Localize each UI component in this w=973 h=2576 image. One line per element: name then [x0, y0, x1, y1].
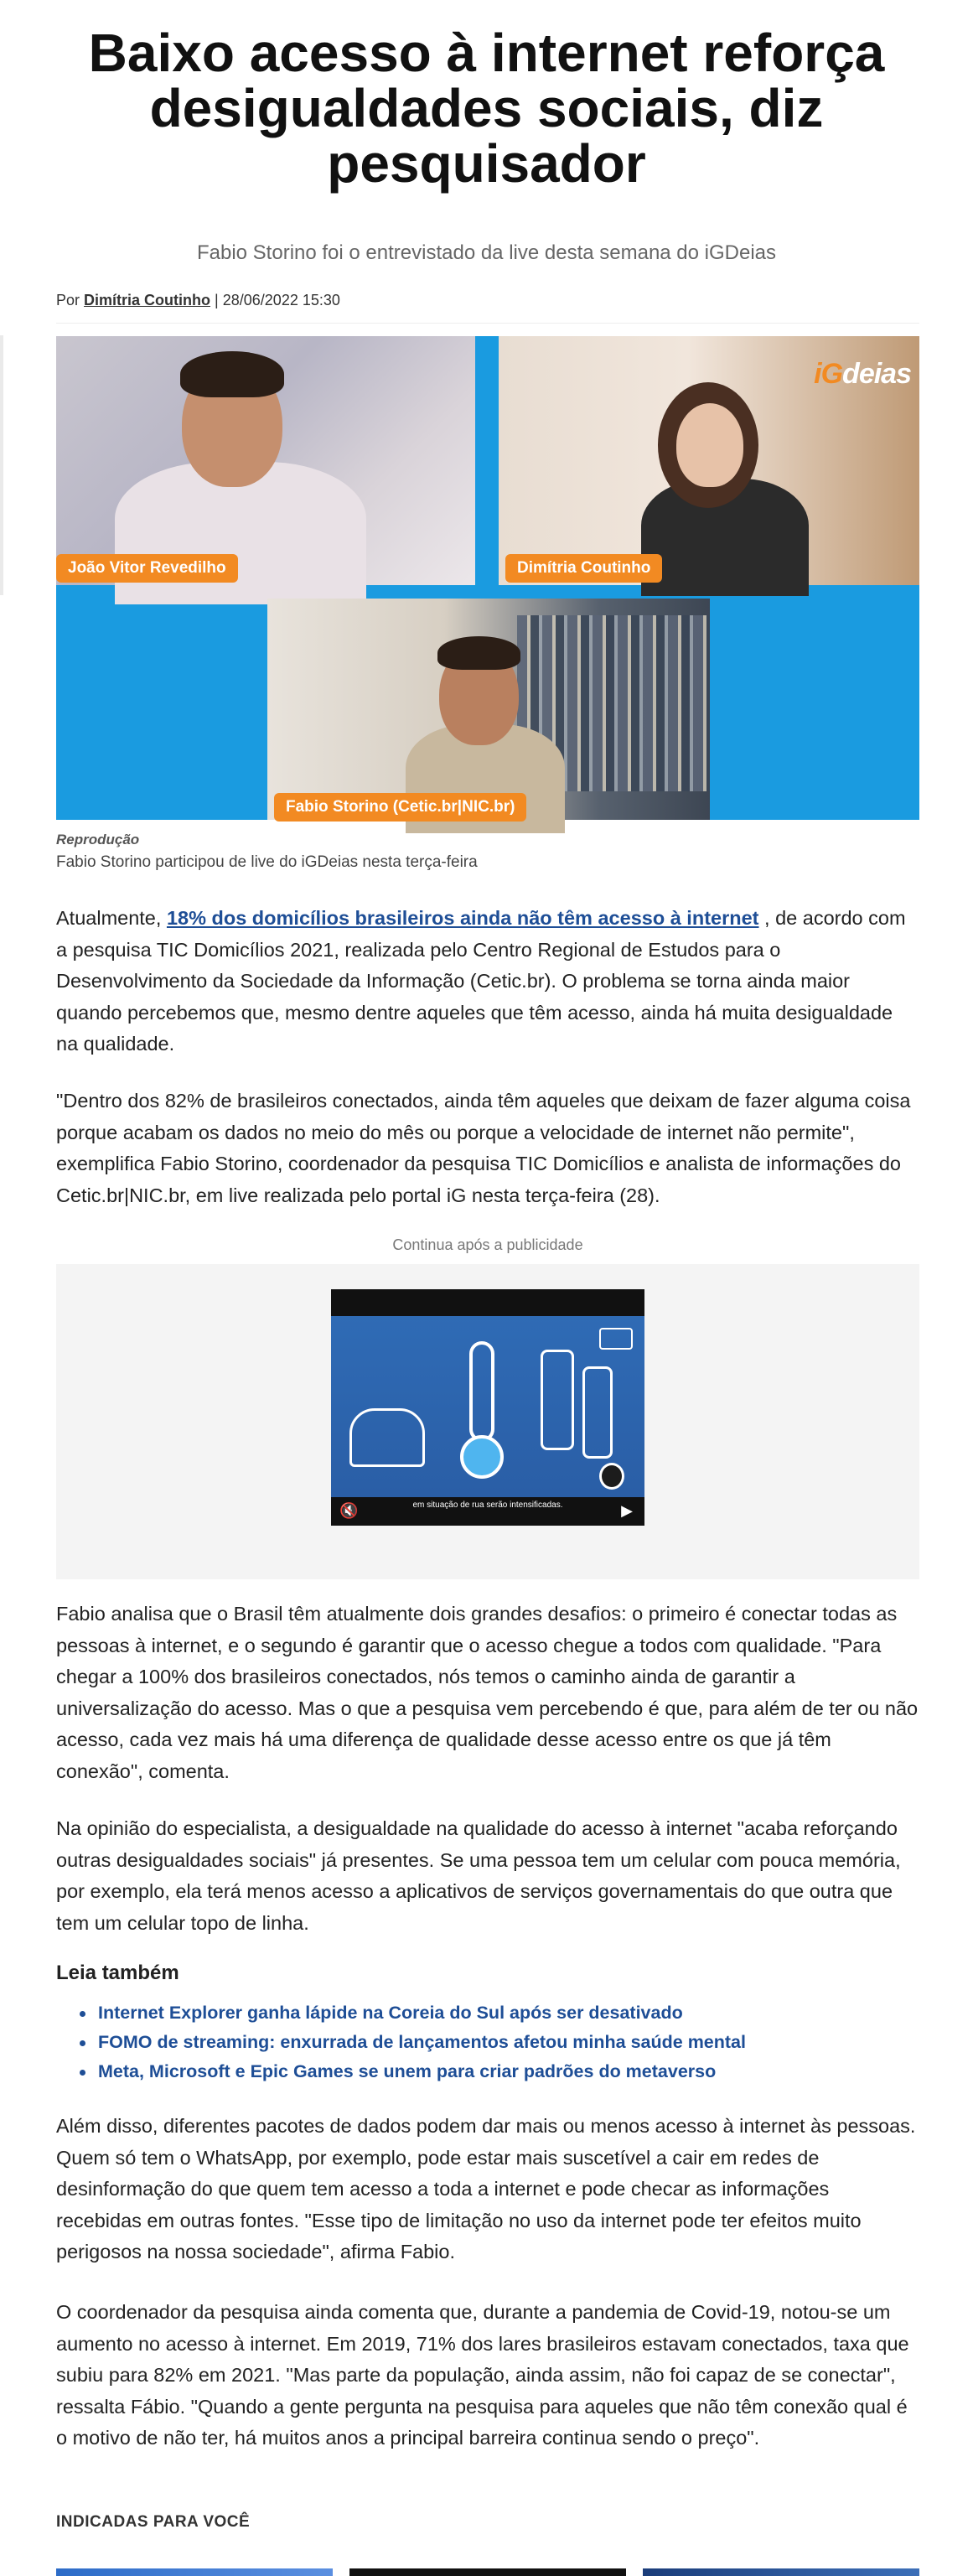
byline-prefix: Por — [56, 292, 80, 308]
read-more-title: Leia também — [56, 1962, 179, 1984]
figure-illustration — [541, 1350, 574, 1450]
article-paragraph: "Dentro dos 82% de brasileiros conectados, ainda têm aqueles que deixam de fazer alguma coisa porque acabam os dados no meio do mês ou porque a velocidade de internet não permite", exemplifica Fabio Storino, coordenador da pesquisa TIC Domicílios e analista de informações do Cetic.br|NIC.br, em live realizada pelo portal iG nesta terça-feira (28). — [56, 1090, 911, 1206]
ad-video-player[interactable] — [331, 1289, 644, 1526]
name-tag: João Vitor Revedilho — [56, 554, 238, 583]
video-screen — [331, 1316, 644, 1510]
ad-container — [56, 1264, 919, 1579]
article-subtitle: Fabio Storino foi o entrevistado da live desta semana do iGDeias — [196, 241, 777, 264]
figure-illustration — [349, 1408, 425, 1467]
article-paragraph: Além disso, diferentes pacotes de dados podem dar mais ou menos acesso à internet às pessoas. Quem só tem o WhatsApp, por exemplo, pode estar mais suscetível a cair em redes de desinformação do que quem tem acesso a toda a internet e pode checar as informações recebidas em outras fontes. "Esse tipo de limitação no uso da internet pode ter efeitos muito perigosos na nossa sociedade", afirma Fabio. — [56, 2115, 916, 2262]
hero-image — [56, 336, 919, 820]
video-tile-1 — [56, 336, 475, 585]
side-edge — [0, 335, 3, 595]
byline-divider — [56, 323, 919, 324]
image-credit: Reprodução — [56, 832, 140, 847]
seal-icon — [599, 1328, 633, 1350]
recommended-card[interactable] — [56, 2568, 333, 2576]
article-headline: Baixo acesso à internet reforça desigualdades sociais, diz pesquisador — [88, 23, 885, 194]
byline — [56, 292, 340, 309]
logo-suffix: deias — [842, 358, 911, 390]
video-subtitle: em situação de rua serão intensificadas. — [412, 1501, 563, 1510]
article-paragraph: Na opinião do especialista, a desigualdade na qualidade do acesso à internet "acaba reforçando outras desigualdades sociais" já presentes. Se uma pessoa tem um celular com pouca memória, por exemplo, ela terá menos acesso a aplicativos de serviços governamentais do que outra que tem um celular topo de linha. — [56, 1817, 901, 1934]
person-shape — [180, 351, 284, 397]
inline-link[interactable]: 18% dos domicílios brasileiros ainda não têm acesso à internet — [166, 907, 759, 929]
read-more-list — [80, 1998, 901, 2086]
logo-prefix: iG — [814, 358, 843, 390]
interpreter-illustration — [599, 1463, 624, 1490]
video-tile-3 — [267, 599, 710, 820]
person-shape — [437, 636, 520, 670]
thermometer-icon — [469, 1341, 494, 1442]
paragraph-text: , de acordo com a pesquisa TIC Domicílios 2021, realizada pelo Centro Regional de Estudos para o Desenvolvimento da Sociedade da Informação (Cetic.br). O problema se torna ainda maior quando percebemos que, mesmo dentre aqueles que têm acesso, ainda há muita desigualdade na qualidade. — [56, 907, 906, 1055]
publish-date: 28/06/2022 15:30 — [222, 292, 340, 308]
read-more-link[interactable]: Internet Explorer ganha lápide na Coreia do Sul após ser desativado — [80, 1998, 901, 2028]
figure-illustration — [582, 1366, 613, 1459]
mute-icon[interactable]: 🔇 — [339, 1502, 359, 1519]
igdeias-logo — [814, 358, 911, 391]
recommended-card[interactable] — [349, 2568, 626, 2576]
recommended-card[interactable] — [643, 2568, 919, 2576]
name-tag: Fabio Storino (Cetic.br|NIC.br) — [274, 793, 526, 822]
author-link[interactable]: Dimítria Coutinho — [84, 292, 211, 308]
read-more-link[interactable]: FOMO de streaming: enxurrada de lançamentos afetou minha saúde mental — [80, 2028, 901, 2057]
recommended-title: INDICADAS PARA VOCÊ — [56, 2513, 251, 2531]
article-paragraph: O coordenador da pesquisa ainda comenta que, durante a pandemia de Covid-19, notou-se um aumento no acesso à internet. Em 2019, 71% dos lares brasileiros estavam conectados, taxa que subiu para 82% em 2021. "Mas parte da população, ainda assim, não foi capaz de se conectar", ressalta Fábio. "Quando a gente pergunta na pesquisa para aqueles que não têm conexão qual é o motivo de não ter, há muitos anos a principal barreira continua sendo o preço". — [56, 2301, 909, 2449]
name-tag: Dimítria Coutinho — [505, 554, 662, 583]
thermometer-bulb-icon — [460, 1435, 504, 1479]
paragraph-text: Atualmente, — [56, 907, 162, 929]
ad-label: Continua após a publicidade — [392, 1236, 583, 1253]
play-icon[interactable]: ▶ — [621, 1502, 633, 1519]
person-shape — [676, 403, 743, 487]
image-caption: Fabio Storino participou de live do iGDeias nesta terça-feira — [56, 853, 478, 871]
article-paragraph — [56, 903, 919, 1060]
read-more-link[interactable]: Meta, Microsoft e Epic Games se unem para criar padrões do metaverso — [80, 2057, 901, 2086]
article-paragraph: Fabio analisa que o Brasil têm atualmente dois grandes desafios: o primeiro é conectar todas as pessoas à internet, e o segundo é garantir que o acesso chegue a todos com qualidade. "Para chegar a 100% dos brasileiros conectados, nós temos o caminho ainda de garantir a universalização do acesso. Mas o que a pesquisa vem percebendo é que, para além de ter ou não acesso, cada vez mais há uma diferença de qualidade desse acesso entre os que já têm conexão", comenta. — [56, 1603, 919, 1782]
byline-separator: | — [215, 292, 219, 308]
